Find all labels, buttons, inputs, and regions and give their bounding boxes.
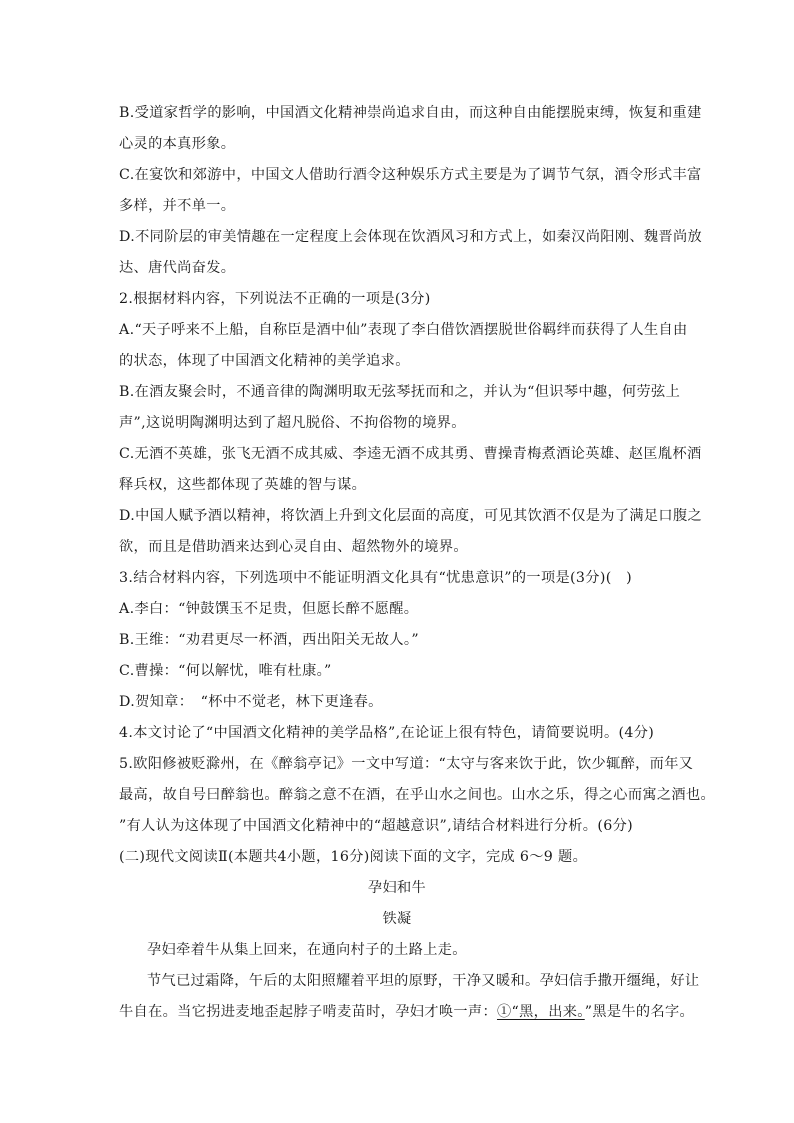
q3-option-c: C.曹操：“何以解忧，唯有杜康。” [119,663,332,679]
q2-option-a-line-1: A.“天子呼来不上船，自称臣是酒中仙”表现了李白借饮酒摆脱世俗羁绊而获得了人生自由 [119,322,688,338]
q2-option-a-line-2: 的状态，体现了中国酒文化精神的美学追求。 [119,353,410,369]
question-5-line-2: 最高，故自号曰醉翁也。醉翁之意不在酒，在乎山水之间也。山水之乐，得之心而寓之酒也。 [119,787,716,803]
story-paragraph-2-line-1: 节气已过霜降，午后的太阳照耀着平坦的原野，干净又暖和。孕妇信手撒开缰绳，好让 [147,973,700,989]
section-2-heading: (二)现代文阅读Ⅱ(本题共4小题，16分)阅读下面的文字，完成 6～9 题。 [119,849,588,865]
story-title: 孕妇和牛 [367,880,427,896]
option-c-line-2: 多样，并不单一。 [119,198,236,214]
story-author: 铁凝 [382,911,412,927]
question-2-stem: 2.根据材料内容，下列说法不正确的一项是(3分) [119,291,431,307]
question-5-line-1: 5.欧阳修被贬滁州，在《醉翁亭记》一文中写道：“太守与客来饮于此，饮少辄醉，而年又 [119,756,694,772]
question-5-line-3: ”有人认为这体现了中国酒文化精神中的“超越意识”,请结合材料进行分析。(6分) [119,818,634,834]
q2-option-c-line-2: 释兵权，这些都体现了英雄的智与谋。 [119,477,367,493]
story-paragraph-1: 孕妇牵着牛从集上回来，在通向村子的土路上走。 [147,942,467,958]
option-d-line-2: 达、唐代尚奋发。 [119,260,236,276]
paragraph-text: 牛自在。当它拐进麦地歪起脖子啃麦苗时，孕妇才唤一声： [119,1004,497,1020]
q3-option-d: D.贺知章： “杯中不觉老，林下更逢春。 [119,694,383,710]
question-4: 4.本文讨论了“中国酒文化精神的美学品格”,在论证上很有特色，请简要说明。(4分) [119,725,655,741]
option-d-line-1: D.不同阶层的审美情趣在一定程度上会体现在饮酒风习和方式上，如秦汉尚阳刚、魏晋尚放 [119,229,703,245]
q3-option-a: A.李白：“钟鼓馔玉不足贵，但愿长醉不愿醒。 [119,601,419,617]
q2-option-c-line-1: C.无酒不英雄，张飞无酒不成其威、李逵无酒不成其勇、曹操青梅煮酒论英雄、赵匡胤杯酒 [119,446,702,462]
q2-option-d-line-2: 欲，而且是借助酒来达到心灵自由、超然物外的境界。 [119,539,468,555]
q2-option-b-line-2: 声”,这说明陶渊明达到了超凡脱俗、不拘俗物的境界。 [119,415,466,431]
underlined-sentence-1: ①“黑，出来。 [496,1004,585,1020]
option-b-line-2: 心灵的本真形象。 [119,136,236,152]
q2-option-b-line-1: B.在酒友聚会时，不通音律的陶渊明取无弦琴抚而和之，并认为“但识琴中趣，何劳弦上 [119,384,681,400]
q2-option-d-line-1: D.中国人赋予酒以精神，将饮酒上升到文化层面的高度，可见其饮酒不仅是为了满足口腹之 [119,508,703,524]
story-paragraph-2-line-2 [119,1002,694,1022]
q3-option-b: B.王维：“劝君更尽一杯酒，西出阳关无故人。” [119,632,419,648]
option-b-line-1: B.受道家哲学的影响，中国酒文化精神崇尚追求自由，而这种自由能摆脱束缚，恢复和重建 [119,105,702,121]
question-3-stem: 3.结合材料内容，下列选项中不能证明酒文化具有“忧患意识”的一项是(3分)( ) [119,570,633,586]
option-c-line-1: C.在宴饮和郊游中，中国文人借助行酒令这种娱乐方式主要是为了调节气氛，酒令形式丰富 [119,167,702,183]
paragraph-text-end: ”黑是牛的名字。 [584,1004,695,1020]
